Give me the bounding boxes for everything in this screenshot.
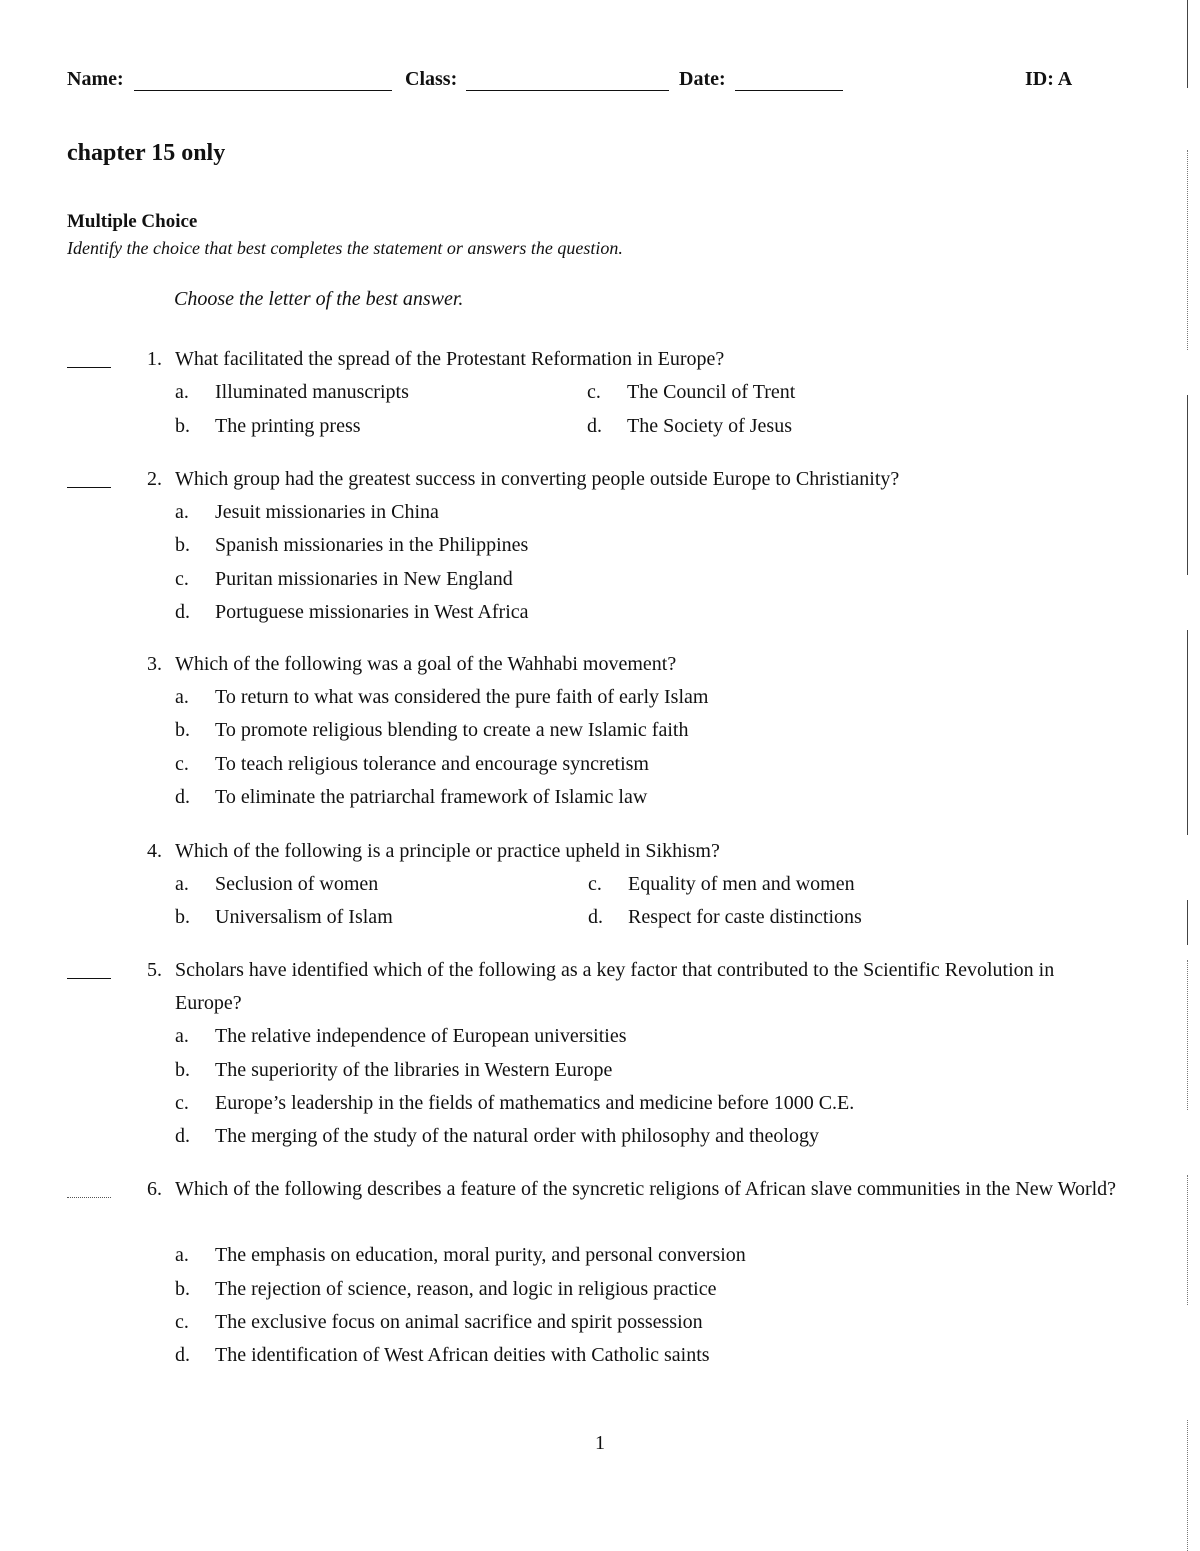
scan-edge-mark: [1187, 1420, 1188, 1551]
question-number: 3.: [147, 653, 162, 675]
option-text: Illuminated manuscripts: [215, 381, 409, 403]
option-text: Spanish missionaries in the Philippines: [215, 534, 529, 556]
scan-edge-mark: [1187, 630, 1188, 835]
option-letter: d.: [587, 415, 602, 437]
question-number: 1.: [147, 348, 162, 370]
option-text: The emphasis on education, moral purity, and personal conversion: [215, 1244, 746, 1266]
question-text: Which of the following was a goal of the Wahhabi movement?: [175, 653, 677, 675]
option-letter: c.: [175, 1092, 189, 1114]
option-letter: b.: [175, 906, 190, 928]
question-text: Which of the following describes a feature of the syncretic religions of African slave communities in the New World?: [175, 1178, 1117, 1200]
option-text: The merging of the study of the natural order with philosophy and theology: [215, 1125, 819, 1147]
answer-blank-6[interactable]: [67, 1197, 111, 1198]
scan-edge-mark: [1187, 960, 1188, 1110]
scan-edge-mark: [1187, 395, 1188, 575]
sub-instruction: Choose the letter of the best answer.: [174, 288, 464, 310]
option-letter: c.: [587, 381, 601, 403]
option-letter: b.: [175, 415, 190, 437]
question-text: Scholars have identified which of the following as a key factor that contributed to the Scientific Revolution in Europe?: [175, 959, 1055, 1014]
option-text: Equality of men and women: [628, 873, 855, 895]
scan-edge-mark: [1187, 900, 1188, 945]
question-number: 2.: [147, 468, 162, 490]
option-text: Universalism of Islam: [215, 906, 393, 928]
question-text: What facilitated the spread of the Protestant Reformation in Europe?: [175, 348, 725, 370]
scan-edge-mark: [1187, 150, 1188, 350]
option-letter: d.: [175, 601, 190, 623]
option-letter: a.: [175, 381, 189, 403]
option-text: To promote religious blending to create a new Islamic faith: [215, 719, 689, 741]
option-letter: a.: [175, 1244, 189, 1266]
option-text: To return to what was considered the pure faith of early Islam: [215, 686, 709, 708]
option-text: Respect for caste distinctions: [628, 906, 862, 928]
option-letter: a.: [175, 686, 189, 708]
option-letter: b.: [175, 719, 190, 741]
option-letter: a.: [175, 1025, 189, 1047]
option-letter: b.: [175, 534, 190, 556]
option-text: Seclusion of women: [215, 873, 379, 895]
option-text: The relative independence of European universities: [215, 1025, 627, 1047]
option-text: The printing press: [215, 415, 361, 437]
option-letter: a.: [175, 501, 189, 523]
option-letter: a.: [175, 873, 189, 895]
date-blank: [735, 90, 843, 91]
question-number: 6.: [147, 1178, 162, 1200]
option-text: The superiority of the libraries in Western Europe: [215, 1059, 613, 1081]
option-letter: d.: [175, 1125, 190, 1147]
answer-blank-2[interactable]: [67, 487, 111, 488]
option-letter: c.: [175, 753, 189, 775]
option-letter: d.: [175, 1344, 190, 1366]
question-number: 5.: [147, 959, 162, 981]
option-text: The exclusive focus on animal sacrifice and spirit possession: [215, 1311, 703, 1333]
class-blank: [466, 90, 669, 91]
scan-edge-mark: [1187, 1175, 1188, 1305]
option-letter: c.: [588, 873, 602, 895]
answer-blank-1[interactable]: [67, 367, 111, 368]
name-label: Name:: [67, 68, 124, 90]
page-number: 1: [595, 1432, 605, 1454]
option-text: Puritan missionaries in New England: [215, 568, 513, 590]
id-label: ID: A: [1025, 68, 1073, 90]
option-letter: c.: [175, 1311, 189, 1333]
section-instruction: Identify the choice that best completes the statement or answers the question.: [67, 238, 623, 258]
question-text: Which of the following is a principle or practice upheld in Sikhism?: [175, 840, 720, 862]
option-text: To eliminate the patriarchal framework of Islamic law: [215, 786, 648, 808]
class-label: Class:: [405, 68, 458, 90]
option-letter: d.: [175, 786, 190, 808]
option-letter: d.: [588, 906, 603, 928]
option-text: Jesuit missionaries in China: [215, 501, 439, 523]
option-text: Portuguese missionaries in West Africa: [215, 601, 529, 623]
option-text: The identification of West African deities with Catholic saints: [215, 1344, 710, 1366]
option-text: Europe’s leadership in the fields of mathematics and medicine before 1000 C.E.: [215, 1092, 855, 1114]
option-letter: b.: [175, 1278, 190, 1300]
option-letter: b.: [175, 1059, 190, 1081]
scan-edge-mark: [1187, 0, 1188, 88]
page-title: chapter 15 only: [67, 140, 226, 166]
option-text: The Council of Trent: [627, 381, 796, 403]
option-letter: c.: [175, 568, 189, 590]
option-text: The rejection of science, reason, and logic in religious practice: [215, 1278, 717, 1300]
option-text: To teach religious tolerance and encourage syncretism: [215, 753, 649, 775]
name-blank: [134, 90, 392, 91]
option-text: The Society of Jesus: [627, 415, 792, 437]
date-label: Date:: [679, 68, 726, 90]
answer-blank-5[interactable]: [67, 978, 111, 979]
question-text: Which group had the greatest success in converting people outside Europe to Christianity?: [175, 468, 900, 490]
section-title: Multiple Choice: [67, 211, 198, 232]
question-number: 4.: [147, 840, 162, 862]
